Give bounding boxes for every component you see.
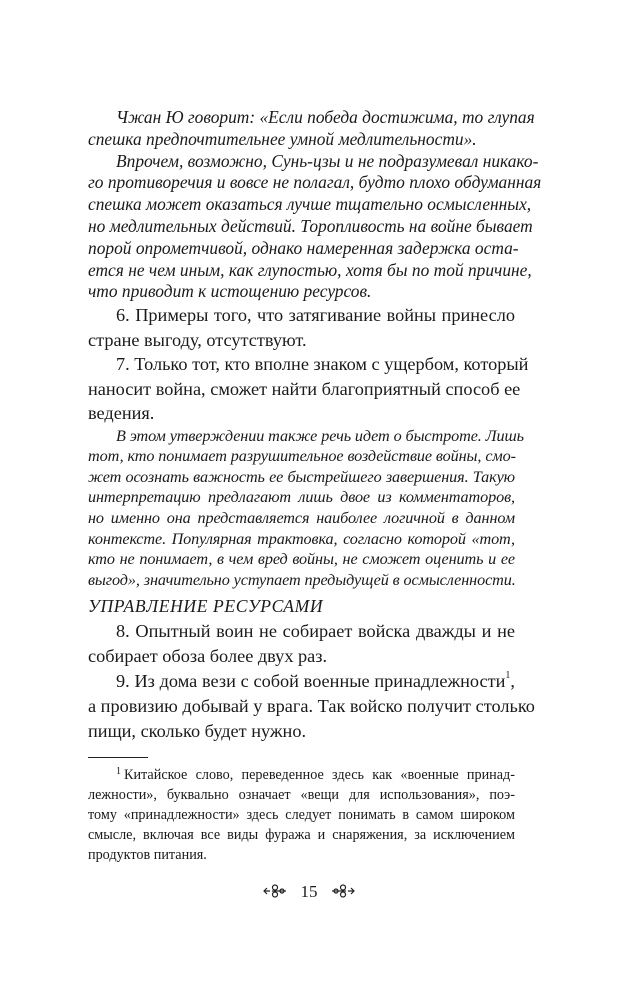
text-line	[88, 570, 515, 591]
line-text: го противоречия и вовсе не полагал, будто плохо обдуманная	[88, 172, 542, 193]
line-text: 8. Опытный воин не собирает войска дважды и не	[116, 621, 515, 642]
text-line	[88, 129, 515, 151]
line-text: тот, кто понимает разрушительное воздействие войны, смо-	[88, 447, 516, 466]
line-text: пищи, сколько будет нужно.	[88, 721, 307, 742]
text-line	[88, 446, 515, 467]
text-line	[88, 281, 515, 303]
text-line	[88, 467, 515, 488]
line-text: порой опрометчивой, однако намеренная задержка оста-	[88, 237, 519, 258]
footnote-line	[88, 825, 515, 845]
page-content	[88, 107, 542, 865]
line-text: 6. Примеры того, что затягивание войны принесло	[116, 305, 515, 326]
line-text: а провизию добывай у врага. Так войско получит столько	[88, 696, 535, 717]
line-text: ведения.	[88, 403, 155, 424]
line-text: выгод», значительно уступает предыдущей в осмысленности.	[88, 570, 516, 589]
line-text: кто не понимает, в чем вред войны, не сможет оценить и ее	[88, 550, 515, 569]
line-text: но медлительных действий. Торопливость на войне бывает	[88, 215, 533, 236]
text-line	[88, 150, 539, 173]
text-after-heading	[88, 619, 535, 744]
text-line	[88, 237, 519, 260]
text-line	[88, 508, 515, 529]
commentary-paragraph	[88, 107, 535, 151]
text-line	[88, 303, 515, 328]
line-text: наносит война, сможет найти благоприятный способ ее	[88, 378, 521, 399]
text-line	[88, 426, 524, 447]
text-line	[88, 529, 515, 550]
footnote-line	[88, 785, 515, 805]
line-text: Впрочем, возможно, Сунь-цзы и не подразумевал никако-	[116, 150, 539, 171]
numbered-paragraph	[88, 352, 529, 426]
footnote-line	[88, 805, 515, 825]
line-text: тому «принадлежности» здесь следует понимать в самом широком	[88, 807, 515, 824]
numbered-paragraph	[88, 669, 535, 744]
text-line	[88, 694, 535, 719]
text-before-heading	[88, 107, 542, 590]
text-line	[88, 719, 515, 744]
line-text: 7. Только тот, кто вполне знаком с ущербом, который	[116, 354, 529, 375]
line-text: Китайское слово, переведенное здесь как «военные принад-	[124, 767, 515, 784]
line-text: 9. Из дома вези с собой военные принадлежности	[116, 671, 506, 692]
line-text: лежности», буквально означает «вещи для использования», поэ-	[88, 787, 515, 804]
text-line	[88, 487, 515, 508]
commentary-paragraph	[88, 426, 524, 591]
text-line	[88, 172, 542, 194]
text-line	[88, 259, 532, 282]
numbered-paragraph	[88, 303, 515, 352]
ornament-left-icon	[262, 883, 288, 904]
text-line	[88, 107, 535, 129]
footnote-line	[88, 765, 515, 785]
text-line	[88, 215, 533, 238]
line-text: Чжан Ю говорит: «Если победа достижима, то глупая	[116, 107, 535, 127]
commentary-paragraph	[88, 150, 542, 304]
text-line: 9. Из дома вези с собой военные принадлежности$^1$,	[116, 670, 515, 692]
line-text: спешка предпочтительнее умной медлительности».	[88, 128, 477, 149]
line-text: В этом утверждении также речь идет о быстроте. Лишь	[116, 426, 524, 445]
line-text: жет осознать важность ее быстрейшего завершения. Такую	[88, 467, 515, 486]
text-line	[88, 328, 515, 353]
text-line	[88, 377, 521, 402]
line-text: продуктов питания.	[88, 847, 207, 864]
line-text: интерпретацию предлагают лишь двое из комментаторов,	[88, 488, 515, 507]
line-text: стране выгоду, отсутствуют.	[88, 329, 307, 350]
footnote-line	[88, 845, 515, 865]
line-text: что приводит к истощению ресурсов.	[88, 281, 372, 302]
line-text: но именно она представляется наиболее логичной в данном	[88, 509, 515, 528]
footnote	[88, 765, 515, 865]
text-line	[88, 619, 515, 644]
text-line	[88, 549, 515, 570]
text-line	[88, 352, 529, 377]
page-number: 15	[300, 882, 318, 901]
text-line	[88, 401, 515, 426]
text-line	[88, 194, 532, 216]
line-text: собирает обоза более двух раз.	[88, 646, 328, 667]
line-text: смысле, включая все виды фуража и снаряжения, за исключением	[88, 827, 515, 844]
footnote-reference[interactable]: 1	[505, 670, 511, 682]
line-text: контексте. Популярная трактовка, согласно которой «тот,	[88, 529, 515, 548]
footnote-marker: 1	[116, 766, 121, 778]
numbered-paragraph	[88, 619, 515, 669]
text-line	[88, 644, 515, 669]
page-footer	[0, 882, 618, 904]
line-text: спешка может оказаться лучше тщательно осмысленных,	[88, 194, 532, 215]
section-heading: УПРАВЛЕНИЕ РЕСУРСАМИ	[88, 596, 324, 617]
footnote-divider	[88, 757, 148, 758]
ornament-right-icon	[330, 883, 356, 904]
line-text: ется не чем иным, как глупостью, хотя бы по той причине,	[88, 259, 532, 280]
